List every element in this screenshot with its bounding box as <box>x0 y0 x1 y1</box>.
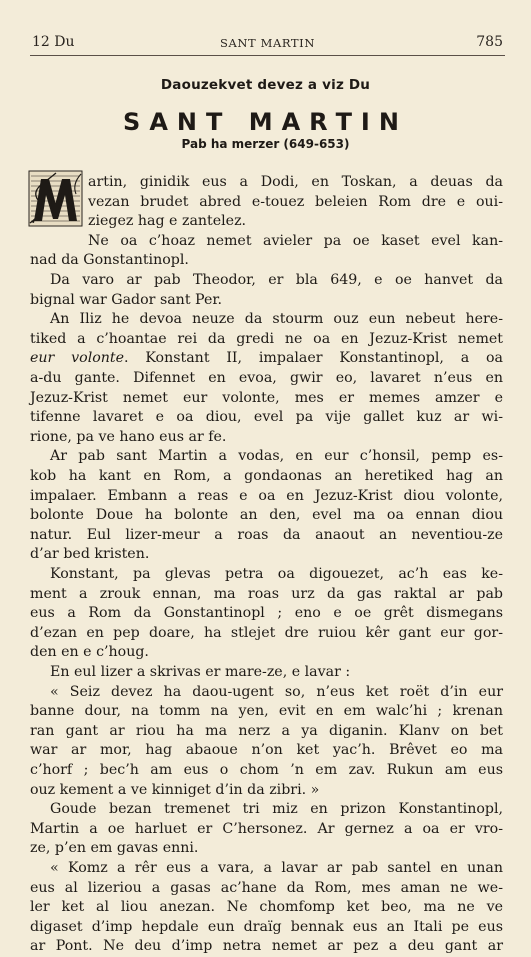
italic-phrase: eur volonte <box>30 350 125 367</box>
text-line: Ne oa c’hoaz nemet avieler pa oe kaset evel kan- <box>88 232 503 249</box>
text-line: war ar mor, hag abaoue n’on ket yac’h. Brêvet eo ma <box>30 742 503 759</box>
text-line: d’ar bed kristen. <box>30 546 150 563</box>
text-line: eur volonte. Konstant II, impalaer Konstantinopl, a oa <box>30 350 503 367</box>
text-line: vezan brudet abred e-touez beleien Rom dre e oui- <box>88 193 503 210</box>
text-line: digaset d’imp hepdale eun draïg bennak eus an Itali pe eus <box>30 918 503 935</box>
text-line: En eul lizer a skrivas er mare-ze, e lavar : <box>50 664 351 680</box>
header-title: SANT MARTIN <box>220 36 315 50</box>
header-date: 12 Du <box>32 34 75 50</box>
text-line: tifenne lavaret e oa diou, evel pa vije gallet kuz ar wi- <box>30 409 503 426</box>
text-line: rione, pa ve hano eus ar fe. <box>30 428 227 445</box>
saint-subtitle: Pab ha merzer (649-653) <box>181 137 350 151</box>
text-line: ar Pont. Ne deu d’imp netra nemet ar pez a deu gant ar <box>30 938 503 955</box>
text-line: natur. Eul lizer-meur a roas da anaout an neventiou-ze <box>30 526 503 543</box>
text-line: eus a Rom da Gonstantinopl ; eno e oe grêt dismegans <box>30 605 503 622</box>
running-header <box>32 34 503 56</box>
page-number: 785 <box>476 34 503 50</box>
text-line: nad da Gonstantinopl. <box>30 252 189 269</box>
text-line: Da varo ar pab Theodor, er bla 649, e oe hanvet da <box>50 272 503 288</box>
header-rule <box>30 55 505 56</box>
feast-day-heading: Daouzekvet devez a viz Du <box>160 77 371 93</box>
text-line: ran gant ar riou ha ma nerz a ya diganin. Klanv on bet <box>30 722 503 739</box>
text-line: ze, p’en em gavas enni. <box>30 840 199 857</box>
text-line: Goude bezan tremenet tri miz en prizon Konstantinopl, <box>50 801 503 818</box>
text-line: impalaer. Embann a reas e oa en Jezuz-Krist diou volonte, <box>30 487 503 504</box>
text-line: c’horf ; bec’h am eus o chom ’n em zav. Rukun am eus <box>30 762 503 778</box>
text-line: den en e c’houg. <box>30 644 149 661</box>
text-line: bolonte Doue ha bolonte an den, evel ma oa ennan diou <box>30 507 503 524</box>
text-line: ziegez hag e zantelez. <box>88 213 247 230</box>
text-line: bignal war Gador sant Per. <box>30 291 223 308</box>
drop-cap-initial <box>28 170 83 227</box>
text-line: tiked a c’hoantae rei da gredi ne oa en Jezuz-Krist nemet <box>30 330 503 347</box>
drop-cap-m-icon <box>28 170 83 227</box>
text-line: « Seiz devez ha daou-ugent so, n’eus ket roët d’in eur <box>50 683 503 700</box>
text-line: kob ha kant en Rom, a gondaonas an heretiked hag an <box>30 468 503 484</box>
text-line: ment a zrouk ennan, ma roas urz da gas raktal ar pab <box>30 585 503 602</box>
text-line: eus al lizeriou a gasas ac’hane da Rom, mes aman ne we- <box>30 879 503 896</box>
text-line: artin, ginidik eus a Dodi, en Toskan, a deuas da <box>88 174 503 190</box>
text-line: « Komz a rêr eus a vara, a lavar ar pab santel en unan <box>50 860 503 876</box>
text-line: ouz kement a ve kinniget d’in da zibri. » <box>30 781 320 798</box>
saint-title: SANT MARTIN <box>123 108 408 136</box>
text-line: ler ket al liou anezan. Ne chomfomp ket beo, ma ne ve <box>30 899 503 916</box>
text-line: banne dour, na tomm na yen, evit en em walc’hi ; krenan <box>30 703 503 720</box>
text-line: d’ezan en pep doare, ha stlejet dre ruiou kêr gant eur gor- <box>30 624 503 641</box>
text-line: Konstant, pa glevas petra oa digouezet, ac’h eas ke- <box>50 566 503 582</box>
text-line: Jezuz-Krist nemet eur volonte, mes er memes amzer e <box>30 389 503 406</box>
text-line: Martin a oe harluet er C’hersonez. Ar gernez a oa er vro- <box>30 820 503 837</box>
text-line: An Iliz he devoa neuze da stourm ouz eun nebeut here- <box>50 311 503 328</box>
text-line: a-du gante. Difennet en evoa, gwir eo, lavaret n’eus en <box>30 370 503 386</box>
text-line: Ar pab sant Martin a vodas, en eur c’honsil, pemp es- <box>50 448 503 465</box>
